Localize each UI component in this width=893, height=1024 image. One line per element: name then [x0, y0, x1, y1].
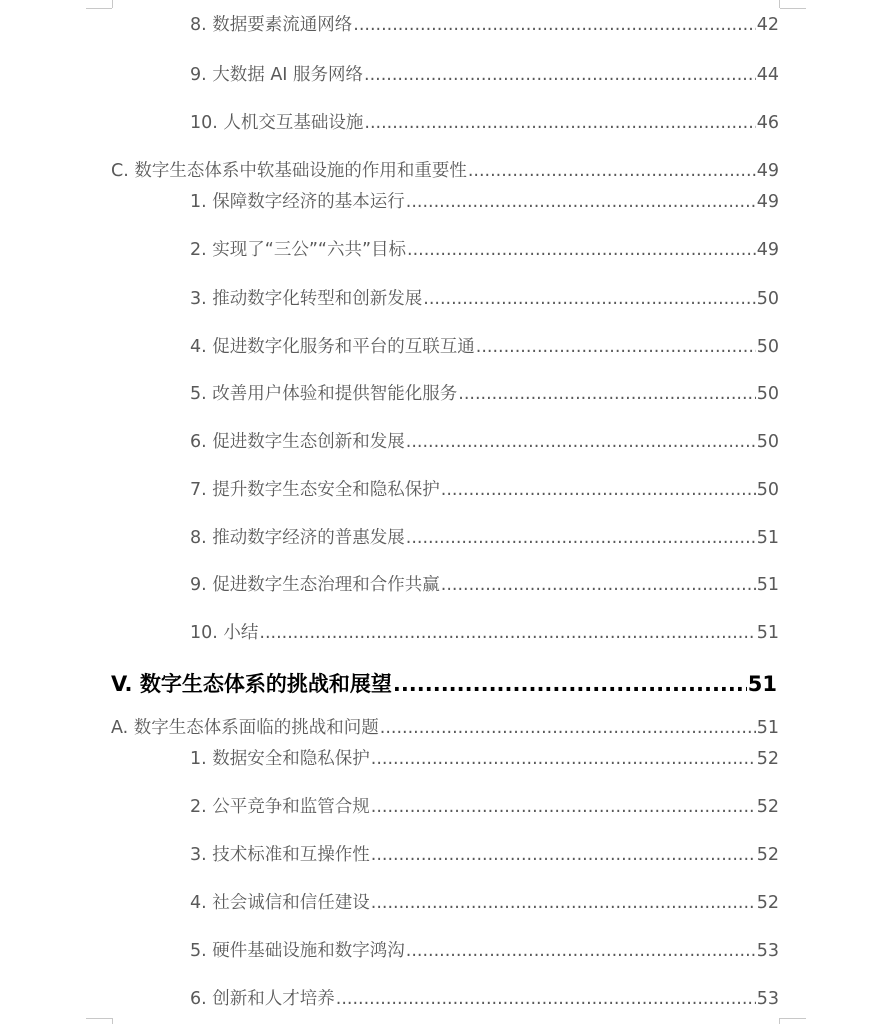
- toc-dot-leader: [393, 672, 747, 696]
- toc-entry-label: C. 数字生态体系中软基础设施的作用和重要性: [111, 161, 467, 181]
- crop-mark-bottom-left-v: [112, 1018, 113, 1024]
- toc-entry-label: 3. 推动数字化转型和创新发展: [190, 289, 423, 309]
- toc-dot-leader: [441, 480, 756, 500]
- toc-entry[interactable]: [190, 571, 779, 596]
- crop-mark-top-left-h: [86, 8, 112, 9]
- toc-dot-leader: [259, 623, 755, 643]
- toc-entry[interactable]: [190, 11, 779, 36]
- toc-entry[interactable]: [190, 61, 779, 86]
- toc-entry-label: 2. 公平竞争和监管合规: [190, 797, 370, 817]
- toc-entry-label: 9. 促进数字生态治理和合作共赢: [190, 575, 440, 595]
- toc-entry-label: 10. 人机交互基础设施: [190, 113, 364, 133]
- toc-page-number: 51: [756, 575, 779, 595]
- toc-dot-leader: [458, 384, 755, 404]
- toc-entry[interactable]: [190, 524, 779, 549]
- toc-entry[interactable]: [190, 380, 779, 405]
- crop-mark-top-left-v: [112, 0, 113, 8]
- toc-page-number: 50: [756, 289, 779, 309]
- toc-entry[interactable]: [190, 109, 779, 134]
- toc-entry[interactable]: [190, 793, 779, 818]
- toc-entry-label: 5. 改善用户体验和提供智能化服务: [190, 384, 458, 404]
- toc-entry-label: A. 数字生态体系面临的挑战和问题: [111, 718, 379, 738]
- toc-page-number: 44: [756, 65, 779, 85]
- toc-dot-leader: [423, 289, 755, 309]
- toc-page-number: 52: [756, 749, 779, 769]
- toc-entry[interactable]: [190, 745, 779, 770]
- toc-entry[interactable]: [111, 157, 779, 182]
- toc-entry-label: 6. 促进数字生态创新和发展: [190, 432, 405, 452]
- toc-dot-leader: [364, 113, 755, 133]
- toc-page-number: 49: [756, 192, 779, 212]
- toc-dot-leader: [371, 749, 756, 769]
- toc-dot-leader: [406, 192, 756, 212]
- toc-dot-leader: [371, 893, 756, 913]
- toc-chapter-entry[interactable]: [111, 668, 777, 698]
- toc-entry-label: 8. 推动数字经济的普惠发展: [190, 528, 405, 548]
- toc-entry-label: 8. 数据要素流通网络: [190, 15, 353, 35]
- toc-page-number: 52: [756, 893, 779, 913]
- toc-entry[interactable]: [190, 619, 779, 644]
- toc-dot-leader: [468, 161, 756, 181]
- toc-entry-label: 3. 技术标准和互操作性: [190, 845, 370, 865]
- toc-page-number: 51: [756, 623, 779, 643]
- toc-entry[interactable]: [190, 236, 779, 261]
- toc-page-number: 50: [756, 480, 779, 500]
- toc-dot-leader: [406, 432, 756, 452]
- toc-page-number: 49: [756, 161, 779, 181]
- toc-page-number: 42: [756, 15, 779, 35]
- crop-mark-bottom-left-h: [86, 1018, 112, 1019]
- crop-mark-bottom-right-h: [780, 1018, 806, 1019]
- toc-entry[interactable]: [190, 985, 779, 1010]
- toc-entry[interactable]: [190, 841, 779, 866]
- toc-entry-label: 5. 硬件基础设施和数字鸿沟: [190, 941, 405, 961]
- toc-dot-leader: [353, 15, 755, 35]
- toc-page-number: 51: [756, 528, 779, 548]
- toc-dot-leader: [476, 337, 756, 357]
- toc-entry[interactable]: [190, 937, 779, 962]
- crop-mark-bottom-right-v: [779, 1018, 780, 1024]
- toc-entry[interactable]: [190, 476, 779, 501]
- toc-entry[interactable]: [190, 285, 779, 310]
- toc-entry-label: 6. 创新和人才培养: [190, 989, 335, 1009]
- toc-page-number: 46: [756, 113, 779, 133]
- toc-entry[interactable]: [111, 714, 779, 739]
- toc-page-number: 52: [756, 845, 779, 865]
- toc-entry-label: 7. 提升数字生态安全和隐私保护: [190, 480, 440, 500]
- toc-entry-label: V. 数字生态体系的挑战和展望: [111, 672, 392, 696]
- toc-dot-leader: [406, 941, 756, 961]
- toc-entry-label: 4. 社会诚信和信任建设: [190, 893, 370, 913]
- toc-page-number: 49: [756, 240, 779, 260]
- toc-dot-leader: [371, 797, 756, 817]
- toc-entry[interactable]: [190, 428, 779, 453]
- toc-dot-leader: [371, 845, 756, 865]
- toc-dot-leader: [441, 575, 756, 595]
- toc-dot-leader: [380, 718, 756, 738]
- toc-page-number: 51: [756, 718, 779, 738]
- toc-page-number: 53: [756, 941, 779, 961]
- toc-entry-label: 10. 小结: [190, 623, 259, 643]
- toc-page-number: 50: [756, 432, 779, 452]
- toc-dot-leader: [406, 528, 756, 548]
- crop-mark-top-right-v: [779, 0, 780, 8]
- toc-dot-leader: [364, 65, 756, 85]
- toc-page-number: 50: [756, 337, 779, 357]
- toc-entry-label: 1. 保障数字经济的基本运行: [190, 192, 405, 212]
- toc-entry-label: 9. 大数据 AI 服务网络: [190, 65, 364, 85]
- toc-entry[interactable]: [190, 188, 779, 213]
- toc-dot-leader: [336, 989, 756, 1009]
- crop-mark-top-right-h: [780, 8, 806, 9]
- toc-page-number: 53: [756, 989, 779, 1009]
- toc-entry-label: 2. 实现了“三公”“六共”目标: [190, 240, 407, 260]
- toc-page-number: 51: [747, 672, 777, 696]
- toc-entry[interactable]: [190, 333, 779, 358]
- toc-page-number: 50: [756, 384, 779, 404]
- toc-entry-label: 4. 促进数字化服务和平台的互联互通: [190, 337, 475, 357]
- toc-page-number: 52: [756, 797, 779, 817]
- toc-dot-leader: [407, 240, 756, 260]
- toc-entry-label: 1. 数据安全和隐私保护: [190, 749, 370, 769]
- toc-entry[interactable]: [190, 889, 779, 914]
